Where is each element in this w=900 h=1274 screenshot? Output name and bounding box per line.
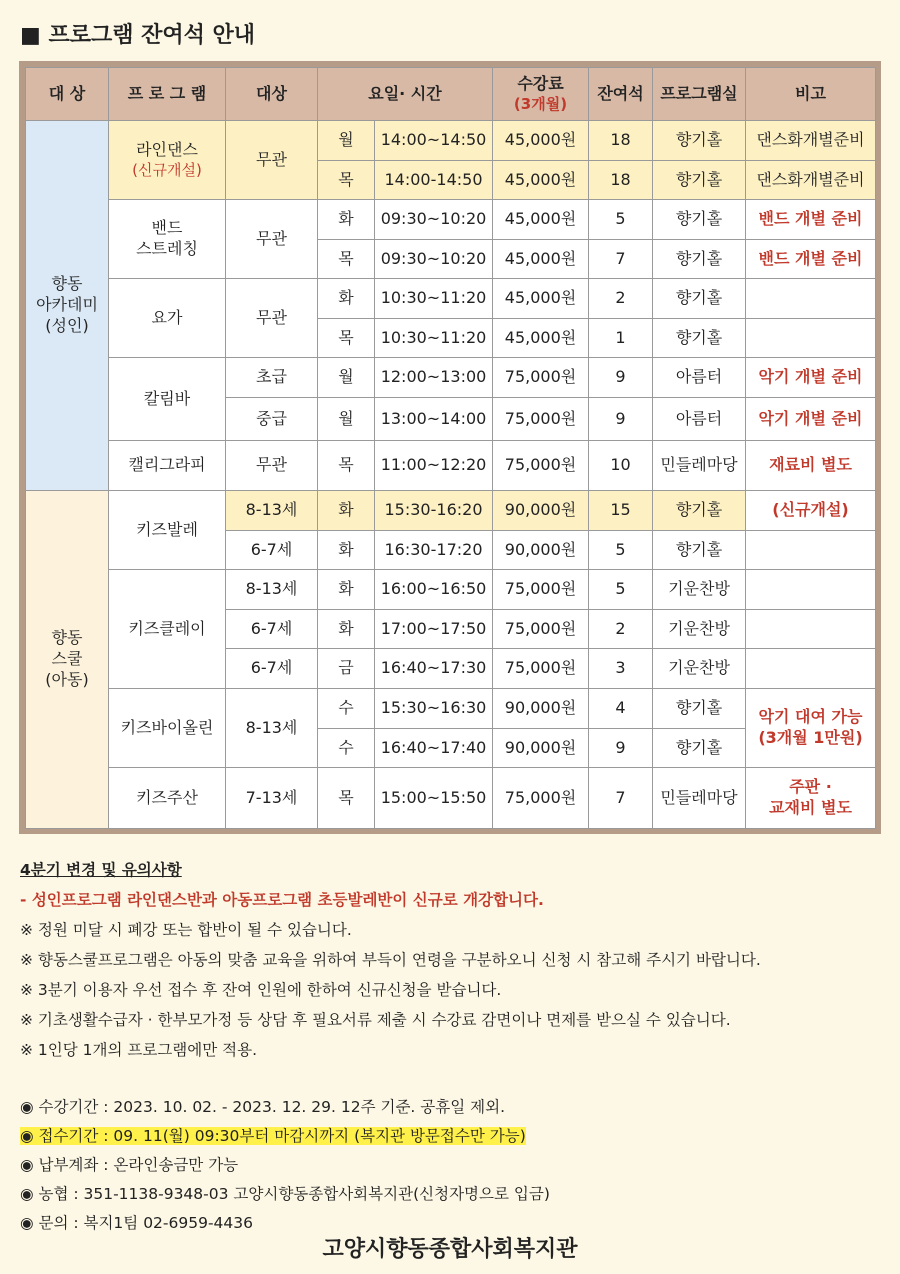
notice-item: ※ 기초생활수급자 · 한부모가정 등 상담 후 필요서류 제출 시 수강료 감면이나 면제를 받으실 수 있습니다.: [20, 1011, 731, 1029]
table-row: [26, 570, 876, 610]
bullet-icon: ◉: [20, 1214, 34, 1232]
info-contact: ◉ 문의 : 복지1팀 02-6959-4436: [20, 1214, 254, 1232]
eligibility-cell: 무관: [226, 121, 318, 200]
time-cell: 13:00~14:00: [375, 398, 493, 441]
notice-item: ※ 3분기 이용자 우선 접수 후 잔여 인원에 한하여 신규신청을 받습니다.: [20, 981, 502, 999]
day-cell: 화: [318, 570, 375, 610]
fee-cell: 45,000원: [493, 200, 589, 240]
day-cell: 화: [318, 279, 375, 319]
day-cell: 금: [318, 649, 375, 689]
info-payment: ◉ 납부계좌 : 온라인송금만 가능: [20, 1156, 239, 1174]
room-cell: 민들레마당: [653, 441, 746, 491]
notice-item: ※ 향동스쿨프로그램은 아동의 맞춤 교육을 위하여 부득이 연령을 구분하오니 신청 시 참고해 주시기 바랍니다.: [20, 951, 761, 969]
fee-cell: 45,000원: [493, 319, 589, 358]
fee-cell: 90,000원: [493, 689, 589, 729]
table-row: [26, 491, 876, 531]
note-cell: [746, 319, 876, 358]
note-cell: 밴드 개별 준비: [746, 200, 876, 240]
notice-section: [20, 855, 761, 1065]
eligibility-cell: 6-7세: [226, 649, 318, 689]
fee-cell: 75,000원: [493, 768, 589, 829]
time-cell: 12:00~13:00: [375, 358, 493, 398]
day-cell: 수: [318, 729, 375, 768]
info-registration: ◉ 접수기간 : 09. 11(월) 09:30부터 마감시까지 (복지관 방문접수만 가능): [20, 1127, 526, 1145]
seats-cell: 2: [589, 279, 653, 319]
fee-cell: 45,000원: [493, 279, 589, 319]
time-cell: 11:00~12:20: [375, 441, 493, 491]
fee-cell: 45,000원: [493, 121, 589, 161]
header-note: 비고: [746, 68, 876, 121]
room-cell: 아름터: [653, 358, 746, 398]
room-cell: 향기홀: [653, 729, 746, 768]
fee-cell: 75,000원: [493, 358, 589, 398]
notice-item: ※ 정원 미달 시 폐강 또는 합반이 될 수 있습니다.: [20, 921, 352, 939]
program-linedance: 라인댄스 (신규개설): [109, 121, 226, 200]
info-account: ◉ 농협 : 351-1138-9348-03 고양시향동종합사회복지관(신청자명으로 입금): [20, 1185, 550, 1203]
eligibility-cell: 6-7세: [226, 610, 318, 649]
day-cell: 화: [318, 200, 375, 240]
table-row: [26, 121, 876, 161]
day-cell: 목: [318, 161, 375, 200]
room-cell: 아름터: [653, 398, 746, 441]
header-eligibility: 대상: [226, 68, 318, 121]
seats-cell: 5: [589, 531, 653, 570]
organization-name: 고양시향동종합사회복지관: [322, 1237, 578, 1262]
program-kalimba: 칼림바: [109, 358, 226, 441]
time-cell: 16:00~16:50: [375, 570, 493, 610]
info-section: [20, 1093, 550, 1238]
fee-cell: 90,000원: [493, 729, 589, 768]
eligibility-cell: 7-13세: [226, 768, 318, 829]
bullet-icon: ◉: [20, 1127, 34, 1145]
day-cell: 목: [318, 240, 375, 279]
program-kidsballet: 키즈발레: [109, 491, 226, 570]
note-cell: 악기 개별 준비: [746, 358, 876, 398]
eligibility-cell: 중급: [226, 398, 318, 441]
fee-cell: 75,000원: [493, 649, 589, 689]
notice-item: ※ 1인당 1개의 프로그램에만 적용.: [20, 1041, 258, 1059]
program-kidsviolin: 키즈바이올린: [109, 689, 226, 768]
table-header-row: [26, 68, 876, 121]
time-cell: 16:40~17:30: [375, 649, 493, 689]
room-cell: 향기홀: [653, 121, 746, 161]
time-cell: 09:30~10:20: [375, 200, 493, 240]
room-cell: 향기홀: [653, 279, 746, 319]
fee-cell: 45,000원: [493, 240, 589, 279]
note-cell: [746, 531, 876, 570]
table-row: [26, 441, 876, 491]
time-cell: 15:30~16:30: [375, 689, 493, 729]
schedule-table: [25, 67, 876, 829]
room-cell: 기운찬방: [653, 570, 746, 610]
day-cell: 목: [318, 441, 375, 491]
program-band: 밴드 스트레칭: [109, 200, 226, 279]
room-cell: 향기홀: [653, 531, 746, 570]
time-cell: 15:30-16:20: [375, 491, 493, 531]
eligibility-cell: 6-7세: [226, 531, 318, 570]
program-kidsabacus: 키즈주산: [109, 768, 226, 829]
seats-cell: 5: [589, 200, 653, 240]
eligibility-cell: 8-13세: [226, 689, 318, 768]
day-cell: 월: [318, 121, 375, 161]
fee-cell: 45,000원: [493, 161, 589, 200]
program-calligraphy: 캘리그라피: [109, 441, 226, 491]
header-seats: 잔여석: [589, 68, 653, 121]
seats-cell: 7: [589, 768, 653, 829]
seats-cell: 5: [589, 570, 653, 610]
note-cell: [746, 610, 876, 649]
room-cell: 기운찬방: [653, 610, 746, 649]
group-kids: 향동 스쿨 (아동): [26, 491, 109, 829]
note-cell: [746, 649, 876, 689]
eligibility-cell: 무관: [226, 279, 318, 358]
note-violin-rental: 악기 대여 가능 (3개월 1만원): [746, 689, 876, 768]
program-kidsclay: 키즈클레이: [109, 570, 226, 689]
day-cell: 목: [318, 319, 375, 358]
table-row: [26, 200, 876, 240]
note-cell: [746, 279, 876, 319]
notice-title: 4분기 변경 및 유의사항: [20, 861, 182, 879]
seats-cell: 10: [589, 441, 653, 491]
group-adult: 향동 아카데미 (성인): [26, 121, 109, 491]
fee-cell: 75,000원: [493, 441, 589, 491]
fee-cell: 75,000원: [493, 570, 589, 610]
fee-cell: 90,000원: [493, 491, 589, 531]
fee-cell: 75,000원: [493, 398, 589, 441]
room-cell: 향기홀: [653, 689, 746, 729]
time-cell: 09:30~10:20: [375, 240, 493, 279]
room-cell: 향기홀: [653, 200, 746, 240]
note-cell: 밴드 개별 준비: [746, 240, 876, 279]
seats-cell: 9: [589, 358, 653, 398]
day-cell: 화: [318, 531, 375, 570]
day-cell: 월: [318, 398, 375, 441]
room-cell: 기운찬방: [653, 649, 746, 689]
eligibility-cell: 8-13세: [226, 570, 318, 610]
seats-cell: 4: [589, 689, 653, 729]
eligibility-cell: 초급: [226, 358, 318, 398]
day-cell: 월: [318, 358, 375, 398]
page-title: ■ 프로그램 잔여석 안내: [20, 23, 256, 48]
seats-cell: 15: [589, 491, 653, 531]
time-cell: 10:30~11:20: [375, 279, 493, 319]
room-cell: 향기홀: [653, 491, 746, 531]
note-cell: 재료비 별도: [746, 441, 876, 491]
notice-new-classes: - 성인프로그램 라인댄스반과 아동프로그램 초등발레반이 신규로 개강합니다.: [20, 891, 544, 909]
room-cell: 향기홀: [653, 319, 746, 358]
header-schedule: 요일· 시간: [318, 68, 493, 121]
header-room: 프로그램실: [653, 68, 746, 121]
seats-cell: 7: [589, 240, 653, 279]
seats-cell: 18: [589, 121, 653, 161]
day-cell: 목: [318, 768, 375, 829]
note-cell: 댄스화개별준비: [746, 121, 876, 161]
room-cell: 향기홀: [653, 240, 746, 279]
time-cell: 16:40~17:40: [375, 729, 493, 768]
seats-cell: 1: [589, 319, 653, 358]
time-cell: 15:00~15:50: [375, 768, 493, 829]
note-cell: 악기 개별 준비: [746, 398, 876, 441]
room-cell: 민들레마당: [653, 768, 746, 829]
fee-cell: 75,000원: [493, 610, 589, 649]
fee-cell: 90,000원: [493, 531, 589, 570]
header-program: 프 로 그 램: [109, 68, 226, 121]
seats-cell: 3: [589, 649, 653, 689]
note-cell: (신규개설): [746, 491, 876, 531]
table-row: [26, 279, 876, 319]
room-cell: 향기홀: [653, 161, 746, 200]
time-cell: 17:00~17:50: [375, 610, 493, 649]
bullet-icon: ◉: [20, 1098, 34, 1116]
program-yoga: 요가: [109, 279, 226, 358]
day-cell: 화: [318, 491, 375, 531]
header-fee: 수강료 (3개월): [493, 68, 589, 121]
time-cell: 14:00~14:50: [375, 121, 493, 161]
note-cell: [746, 570, 876, 610]
seats-cell: 9: [589, 729, 653, 768]
seats-cell: 2: [589, 610, 653, 649]
bullet-icon: ◉: [20, 1185, 34, 1203]
header-target: 대 상: [26, 68, 109, 121]
seats-cell: 9: [589, 398, 653, 441]
table-row: [26, 358, 876, 398]
day-cell: 수: [318, 689, 375, 729]
schedule-table-frame: [19, 61, 881, 834]
note-abacus-materials: 주판 · 교재비 별도: [746, 768, 876, 829]
bullet-icon: ◉: [20, 1156, 34, 1174]
eligibility-cell: 8-13세: [226, 491, 318, 531]
seats-cell: 18: [589, 161, 653, 200]
table-row: [26, 768, 876, 829]
eligibility-cell: 무관: [226, 200, 318, 279]
time-cell: 10:30~11:20: [375, 319, 493, 358]
info-period: ◉ 수강기간 : 2023. 10. 02. - 2023. 12. 29. 12주 기준. 공휴일 제외.: [20, 1098, 506, 1116]
table-row: [26, 689, 876, 729]
time-cell: 14:00-14:50: [375, 161, 493, 200]
note-cell: 댄스화개별준비: [746, 161, 876, 200]
eligibility-cell: 무관: [226, 441, 318, 491]
time-cell: 16:30-17:20: [375, 531, 493, 570]
day-cell: 화: [318, 610, 375, 649]
